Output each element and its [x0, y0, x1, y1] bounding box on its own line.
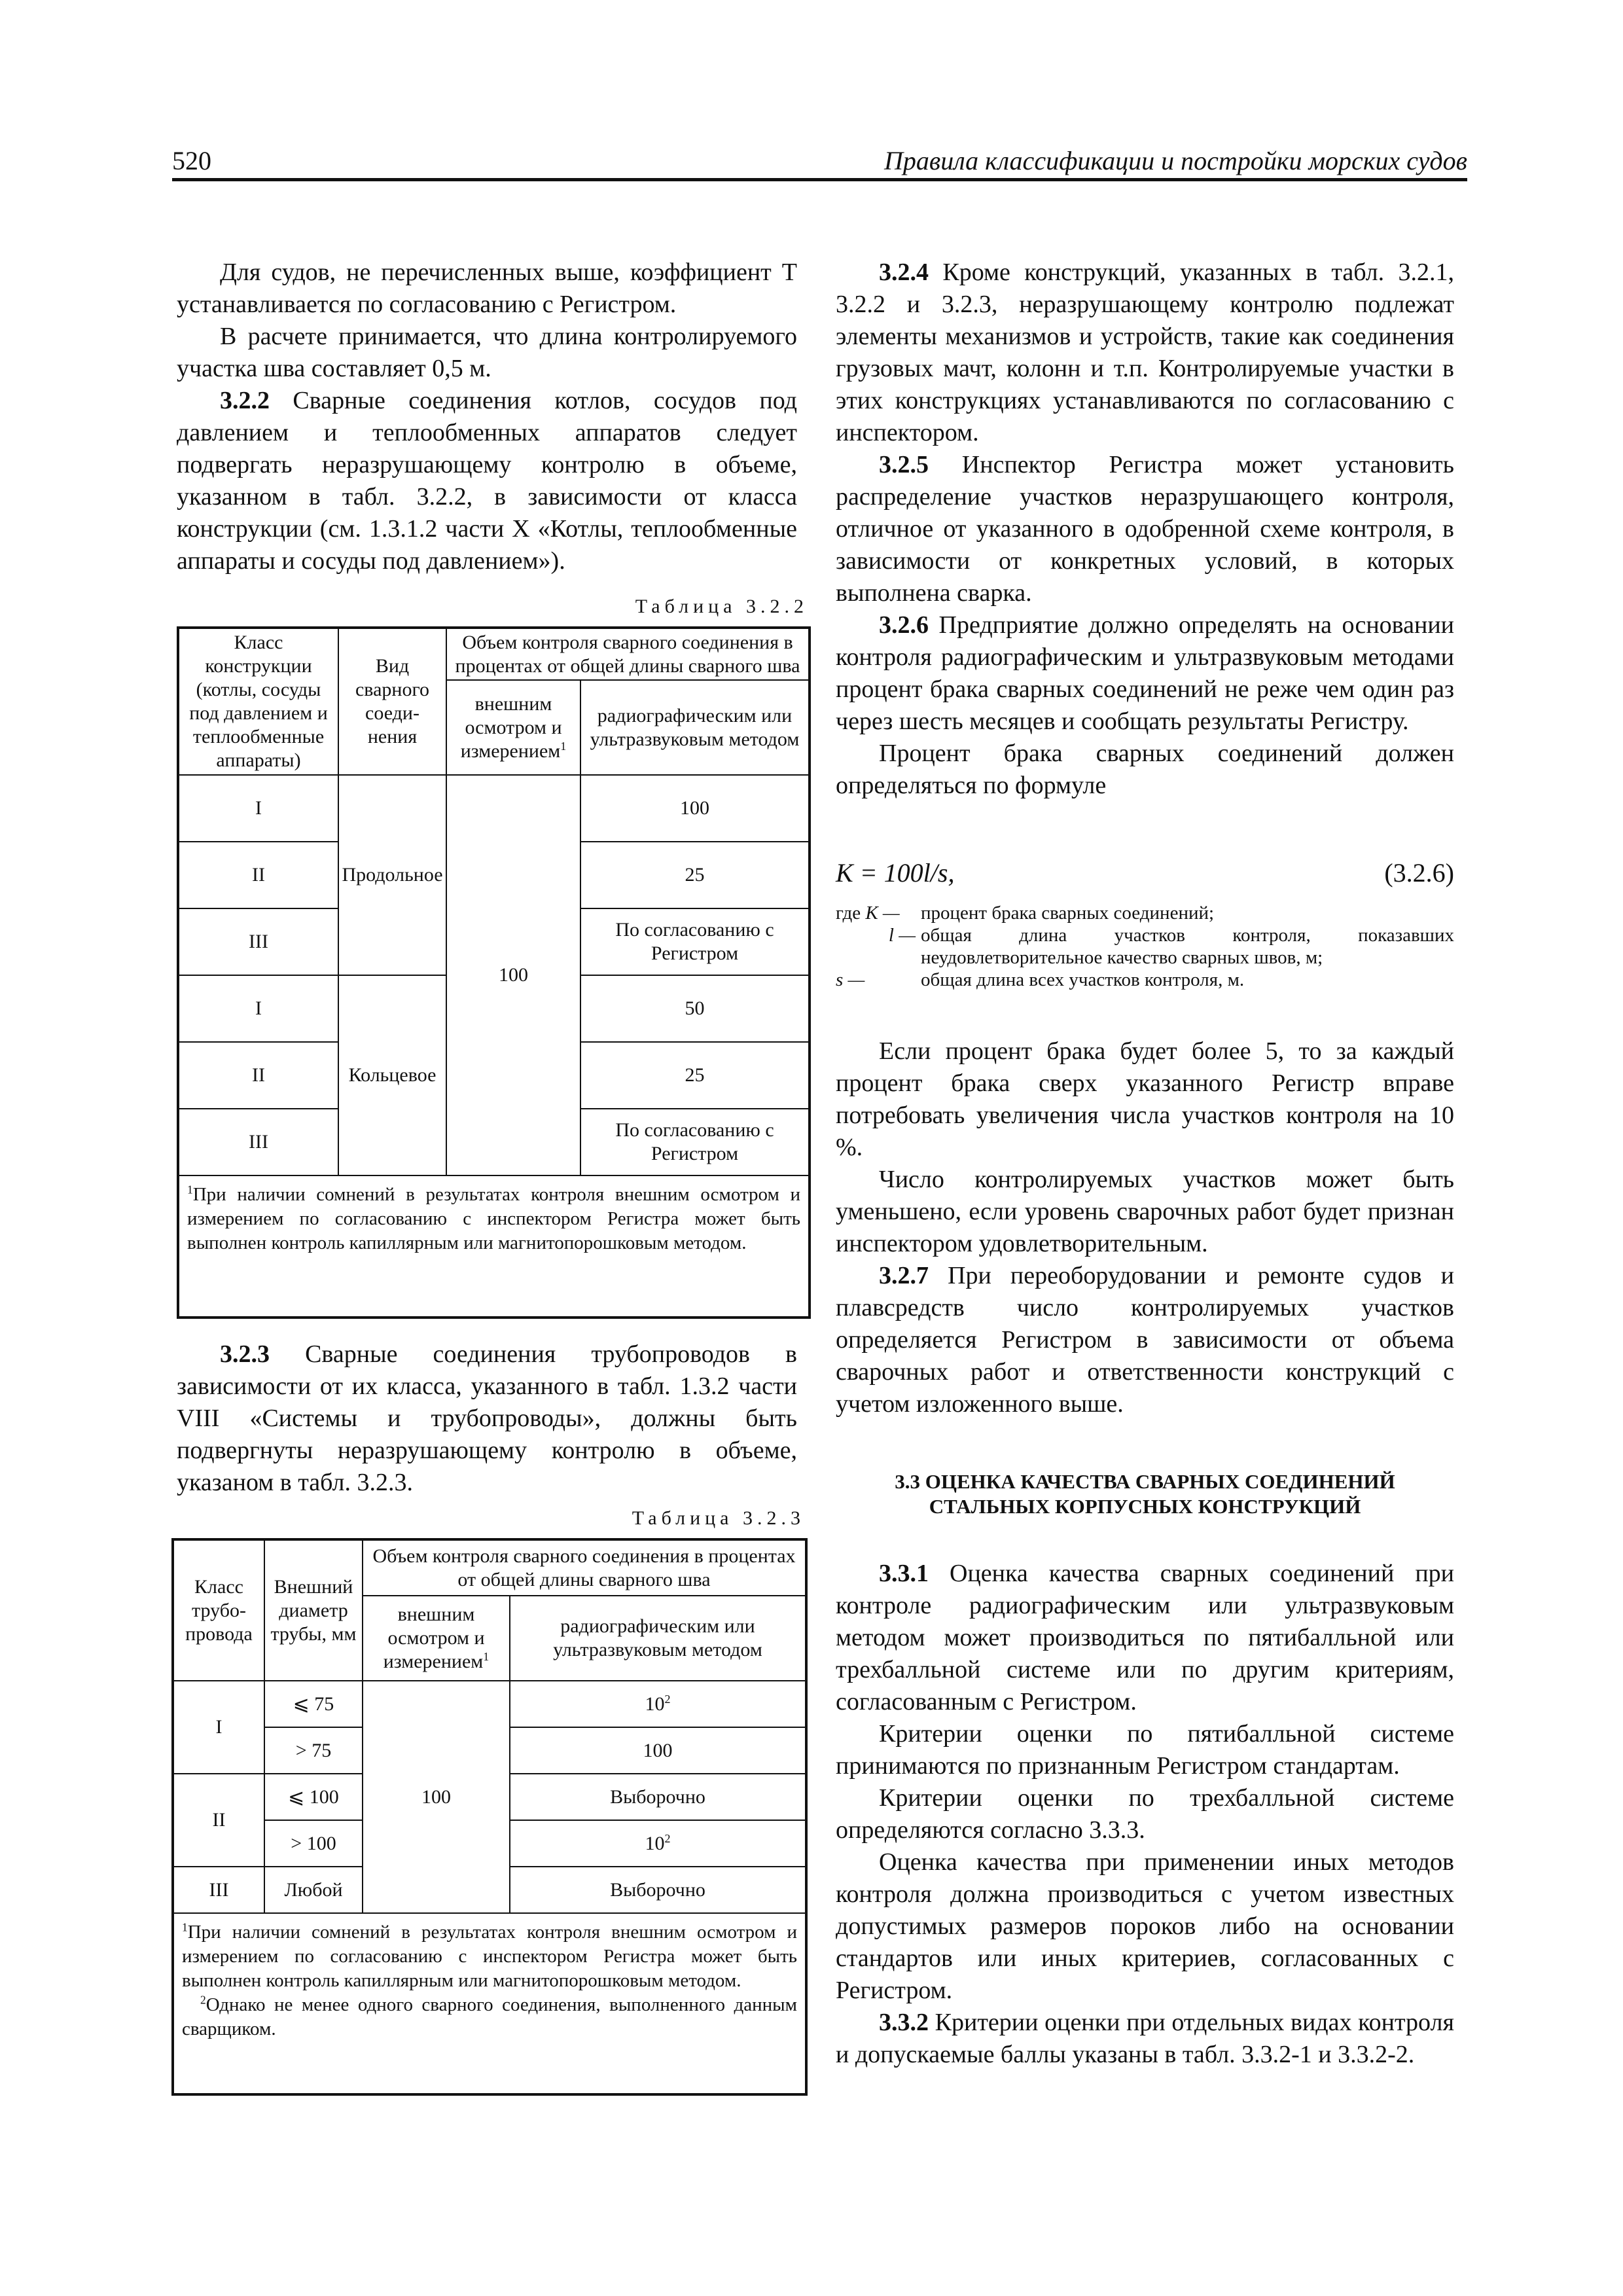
running-title: Правила классификации и постройки морских судов — [883, 146, 1467, 175]
header-visual: внешним осмотром и измерением$^1$ — [363, 1596, 510, 1681]
paragraph-3-3-2: 3.3.2 Критерии оценки при отдельных видах контроля и допускаемые баллы указаны в табл. 3.3.2-1 и 3.3.2-2. — [836, 2009, 1454, 2068]
header-diameter: Внешний диаметр трубы, мм — [264, 1539, 363, 1681]
cell-class: II — [173, 1774, 264, 1867]
footnote-mark: 1 — [483, 1650, 490, 1663]
footnote-1: $^1$При наличии сомнений в результатах контроля внешним осмотром и измерением по согласованию с инспектором Регистра может быть выполнен контроль капиллярным или магнитопорошковым методом. — [182, 1920, 797, 1991]
cell-radio: 100 — [510, 1727, 806, 1774]
table-3-2-3 — [171, 1538, 808, 2096]
clause-number: 3.2.2 — [220, 387, 270, 414]
formula-legend: где K — процент брака сварных соединений; l — общая длина участков контроля, показавших неудовлетворительное качество сварных швов, м; s — общая длина всех участков контроля, м. — [836, 903, 1454, 990]
clause-number: 3.2.4 — [879, 259, 929, 286]
cell-radio: $10^2$ — [510, 1820, 806, 1867]
paragraph: Для судов, не перечисленных выше, коэффициент T устанавливается по согласованию с Регистром. — [177, 259, 797, 318]
header-class: Класс конструкции (котлы, сосуды под давлением и теплообменные аппараты) — [178, 628, 338, 775]
cell-class: I — [178, 775, 338, 842]
paragraph: Если процент брака будет более 5, то за каждый процент брака сверх указанного Регистр вправе потребовать увеличения числа участков контроля на 10 %. — [836, 1037, 1454, 1161]
cell-radio: 100 — [580, 775, 810, 842]
cell-radio: Выборочно — [510, 1774, 806, 1820]
paragraph: Критерии оценки по пятибалльной системе принимаются по признанным Регистром стандартам. — [836, 1720, 1454, 1780]
footnote-2: $^2$Однако не менее одного сварного соединения, выполненного данным сварщиком. — [182, 1993, 797, 2039]
paragraph-3-2-3 — [177, 1338, 797, 1499]
cell-class: II — [178, 842, 338, 908]
clause-number: 3.3.1 — [879, 1560, 929, 1587]
left-column-bottom — [177, 1338, 797, 1499]
clause-number: 3.3.2 — [879, 2009, 929, 2036]
cell-radio: По согласованию с Регистром — [580, 908, 810, 975]
cell-diameter: ⩽ 75 — [264, 1681, 363, 1727]
cell-weld-type: Кольцевое — [338, 975, 446, 1175]
header-volume: Объем контроля сварного соединения в процентах от общей длины сварного шва — [446, 628, 810, 680]
paragraph-3-3-1: 3.3.1 Оценка качества сварных соединений при контроле радиографическим или ультразвуковым методом может производиться по пятибалльной или трехбалльной системе или по другим критериям, согласованным с Регистром. — [836, 1560, 1454, 1715]
page-number: 520 — [172, 146, 211, 175]
clause-number: 3.2.7 — [879, 1262, 929, 1289]
table-footnotes — [173, 1913, 806, 2094]
right-column-bottom — [836, 1558, 1454, 2071]
cell-diameter: ⩽ 100 — [264, 1774, 363, 1820]
cell-radio: Выборочно — [510, 1867, 806, 1913]
clause-number: 3.2.5 — [879, 451, 929, 478]
header-visual: внешним осмотром и измерением$^1$ — [446, 680, 580, 775]
left-column-top — [177, 257, 797, 577]
header-class: Класс трубо-провода — [173, 1539, 264, 1681]
cell-radio: 50 — [580, 975, 810, 1042]
section-heading: 3.3 ОЦЕНКА КАЧЕСТВА СВАРНЫХ СОЕДИНЕНИЙ СТАЛЬНЫХ КОРПУСНЫХ КОНСТРУКЦИЙ — [895, 1470, 1395, 1518]
clause-text: Сварные соединения котлов, сосудов под давлением и теплообменных аппаратов следует подвергать неразрушающему контролю в объеме, указанном в табл. 3.2.2, в зависимости от класса конструкции (см. 1.3.1.2 части X «Котлы, теплообменные аппараты и сосуды под давлением»). — [177, 387, 797, 575]
cell-class: I — [178, 975, 338, 1042]
paragraph: Оценка качества при применении иных методов контроля должна производиться с учетом известных допустимых размеров пороков либо на основании стандартов или иных критериев, согласованных с Регистром. — [836, 1848, 1454, 2004]
table-caption: Таблица 3.2.3 — [632, 1507, 805, 1529]
header-radio: радиографическим или ультразвуковым методом — [510, 1596, 806, 1681]
header-rule — [172, 178, 1467, 181]
footnote-mark: 1 — [187, 1183, 193, 1196]
clause-number: 3.2.6 — [879, 611, 929, 639]
clause-number: 3.2.3 — [220, 1340, 270, 1368]
formula-number: (3.2.6) — [1384, 858, 1454, 888]
table-caption: Таблица 3.2.2 — [635, 596, 808, 617]
cell-radio: 25 — [580, 842, 810, 908]
paragraph: Критерии оценки по трехбалльной системе определяются согласно 3.3.3. — [836, 1784, 1454, 1844]
cell-class: I — [173, 1681, 264, 1774]
cell-class: III — [178, 1109, 338, 1175]
paragraph-3-2-4: 3.2.4 Кроме конструкций, указанных в табл. 3.2.1, 3.2.2 и 3.2.3, неразрушающему контролю подлежат элементы механизмов и устройств, такие как соединения грузовых мачт, колонн и т.п. Контролируемые участки в этих конструкциях устанавливаются по согласованию с инспектором. — [836, 259, 1454, 446]
table-footnote: $^1$При наличии сомнений в результатах контроля внешним осмотром и измерением по согласованию с инспектором Регистра может быть выполнен контроль капиллярным или магнитопорошковым методом. — [178, 1175, 810, 1318]
cell-visual: 100 — [363, 1681, 510, 1913]
cell-visual: 100 — [446, 775, 580, 1175]
header-weld-type: Вид сварного соеди-нения — [338, 628, 446, 775]
paragraph-3-2-5: 3.2.5 Инспектор Регистра может установить распределение участков неразрушающего контроля, отличное от указанного в одобренной схеме контроля, в зависимости от конкретных условий, в которых выполнена сварка. — [836, 451, 1454, 607]
header-radio: радиографическим или ультразвуковым методом — [580, 680, 810, 775]
cell-radio: По согласованию с Регистром — [580, 1109, 810, 1175]
footnote-mark: 1 — [560, 739, 567, 753]
cell-class: III — [173, 1867, 264, 1913]
header-volume: Объем контроля сварного соединения в процентах от общей длины сварного шва — [363, 1539, 806, 1596]
paragraph-3-2-7: 3.2.7 При переоборудовании и ремонте судов и плавсредств число контролируемых участков определяется Регистром в зависимости от объема сварочных работ и ответственности конструкций с учетом изложенного выше. — [836, 1262, 1454, 1418]
cell-diameter: > 75 — [264, 1727, 363, 1774]
clause-text: Сварные соединения трубопроводов в зависимости от их класса, указанного в табл. 1.3.2 части VIII «Системы и трубопроводы», должны быть подвергнуты неразрушающему контролю в объеме, указаном в табл. 3.2.3. — [177, 1340, 797, 1496]
paragraph: В расчете принимается, что длина контролируемого участка шва составляет 0,5 м. — [177, 323, 797, 382]
formula-3-2-6 — [836, 857, 1454, 888]
cell-radio: $10^2$ — [510, 1681, 806, 1727]
paragraph-3-2-6: 3.2.6 Предприятие должно определять на основании контроля радиографическим и ультразвуковым методами процент брака сварных соединений не реже чем один раз через шесть месяцев и сообщать результаты Регистру. — [836, 611, 1454, 735]
right-column-top — [836, 257, 1454, 802]
cell-weld-type: Продольное — [338, 775, 446, 975]
formula-expression: K = 100l/s, — [836, 858, 955, 888]
cell-radio: 25 — [580, 1042, 810, 1109]
cell-class: II — [178, 1042, 338, 1109]
paragraph: Процент брака сварных соединений должен определяться по формуле — [836, 740, 1454, 799]
paragraph: Число контролируемых участков может быть уменьшено, если уровень сварочных работ будет признан инспектором удовлетворительным. — [836, 1166, 1454, 1257]
paragraph-3-2-2 — [177, 385, 797, 577]
cell-class: III — [178, 908, 338, 975]
table-3-2-2 — [177, 626, 811, 1319]
cell-diameter: > 100 — [264, 1820, 363, 1867]
right-column-middle — [836, 1035, 1454, 1420]
cell-diameter: Любой — [264, 1867, 363, 1913]
